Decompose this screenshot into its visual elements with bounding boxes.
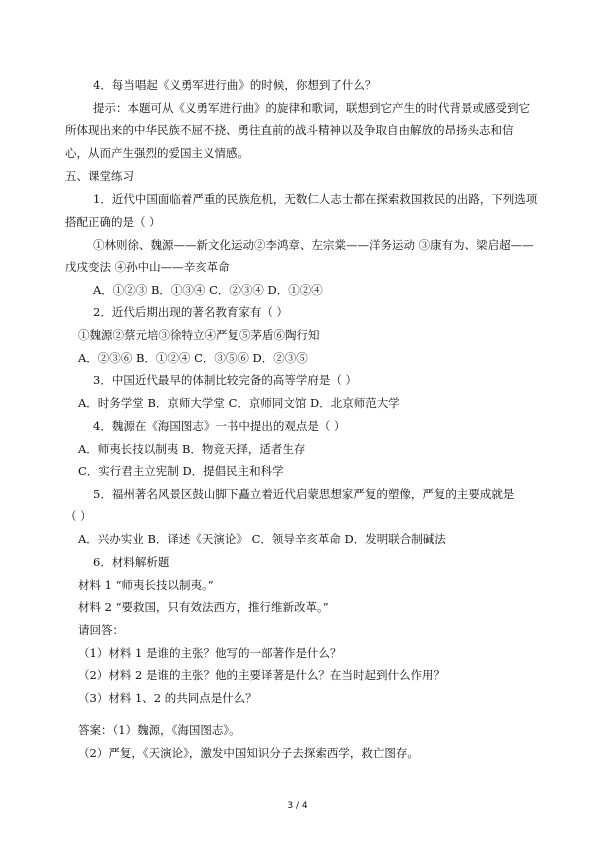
exercise-5-answers: A．兴办实业 B．译述《天演论》 C．领导辛亥革命 D．发明联合制碱法 <box>78 532 446 546</box>
exercise-1-options-line-2: 戊戌变法 ④孙中山——辛亥革命 <box>65 260 230 274</box>
exercise-3-answers: A．时务学堂 B．京师大学堂 C．京师同文馆 D．北京师范大学 <box>78 396 400 410</box>
question-4: 4．每当唱起《义勇军进行曲》的时候，你想到了什么？ <box>93 78 377 92</box>
exercise-5-question-line-2: （ ） <box>65 509 92 523</box>
exercise-4-answers-cd: C．实行君主立宪制 D．提倡民主和科学 <box>78 464 284 478</box>
hint-line-1: 提示：本题可从《义勇军进行曲》的旋律和歌词，联想到它产生的时代背景或感受到它 <box>93 101 530 115</box>
exercise-1-answers: A．①②③ B．①③④ C．②③④ D．①②④ <box>93 283 323 297</box>
exercise-1-line-2: 搭配正确的是（ ） <box>65 215 161 229</box>
answer-1: 答案：（1）魏源，《海国图志》。 <box>78 723 241 737</box>
exercise-6-heading: 6．材料解析题 <box>93 555 170 569</box>
exercise-2-answers: A．②③⑥ B．①②④ C．③⑤⑥ D．②③⑤ <box>78 351 308 365</box>
section-heading-exercises: 五、课堂练习 <box>65 169 134 183</box>
material-2: 材料 2 “要救国，只有效法西方，推行维新改革。” <box>78 600 329 614</box>
exercise-1-options-line-1: ①林则徐、魏源——新文化运动②李鸿章、左宗棠——洋务运动 ③康有为、梁启超—— <box>93 238 534 252</box>
sub-question-1: （1）材料 1 是谁的主张？他写的一部著作是什么？ <box>78 646 342 660</box>
exercise-4-question: 4．魏源在《海国图志》一书中提出的观点是（ ） <box>93 419 346 433</box>
hint-line-2: 所体现出来的中华民族不屈不挠、勇往直前的战斗精神以及争取自由解放的昂扬头志和信 <box>65 123 514 137</box>
hint-line-3: 心，从而产生强烈的爱国主义情感。 <box>65 146 249 160</box>
exercise-2-items: ①魏源②蔡元培③徐特立④严复⑤茅盾⑥陶行知 <box>78 328 320 342</box>
answer-2: （2）严复，《天演论》，激发中国知识分子去探索西学，救亡图存。 <box>78 746 419 760</box>
page-number: 3 / 4 <box>287 801 308 811</box>
exercise-3-question: 3．中国近代最早的体制比较完备的高等学府是（ ） <box>93 373 357 387</box>
sub-question-3: （3）材料 1、2 的共同点是什么？ <box>78 691 257 705</box>
exercise-2-question: 2．近代后期出现的著名教育家有（ ） <box>93 305 288 319</box>
sub-question-2: （2）材料 2 是谁的主张？他的主要译著是什么？在当时起到什么作用？ <box>78 668 445 682</box>
material-1: 材料 1 “师夷长技以制夷。” <box>78 578 214 592</box>
exercise-4-answers-ab: A．师夷长技以制夷 B．物竞天择，适者生存 <box>78 442 306 456</box>
exercise-5-question-line-1: 5．福州著名风景区鼓山脚下矗立着近代启蒙思想家严复的塑像，严复的主要成就是 <box>93 487 515 501</box>
exercise-1-line-1: 1．近代中国面临着严重的民族危机，无数仁人志士都在探索救国救民的出路，下列选项 <box>93 192 538 206</box>
please-answer: 请回答： <box>78 623 124 637</box>
